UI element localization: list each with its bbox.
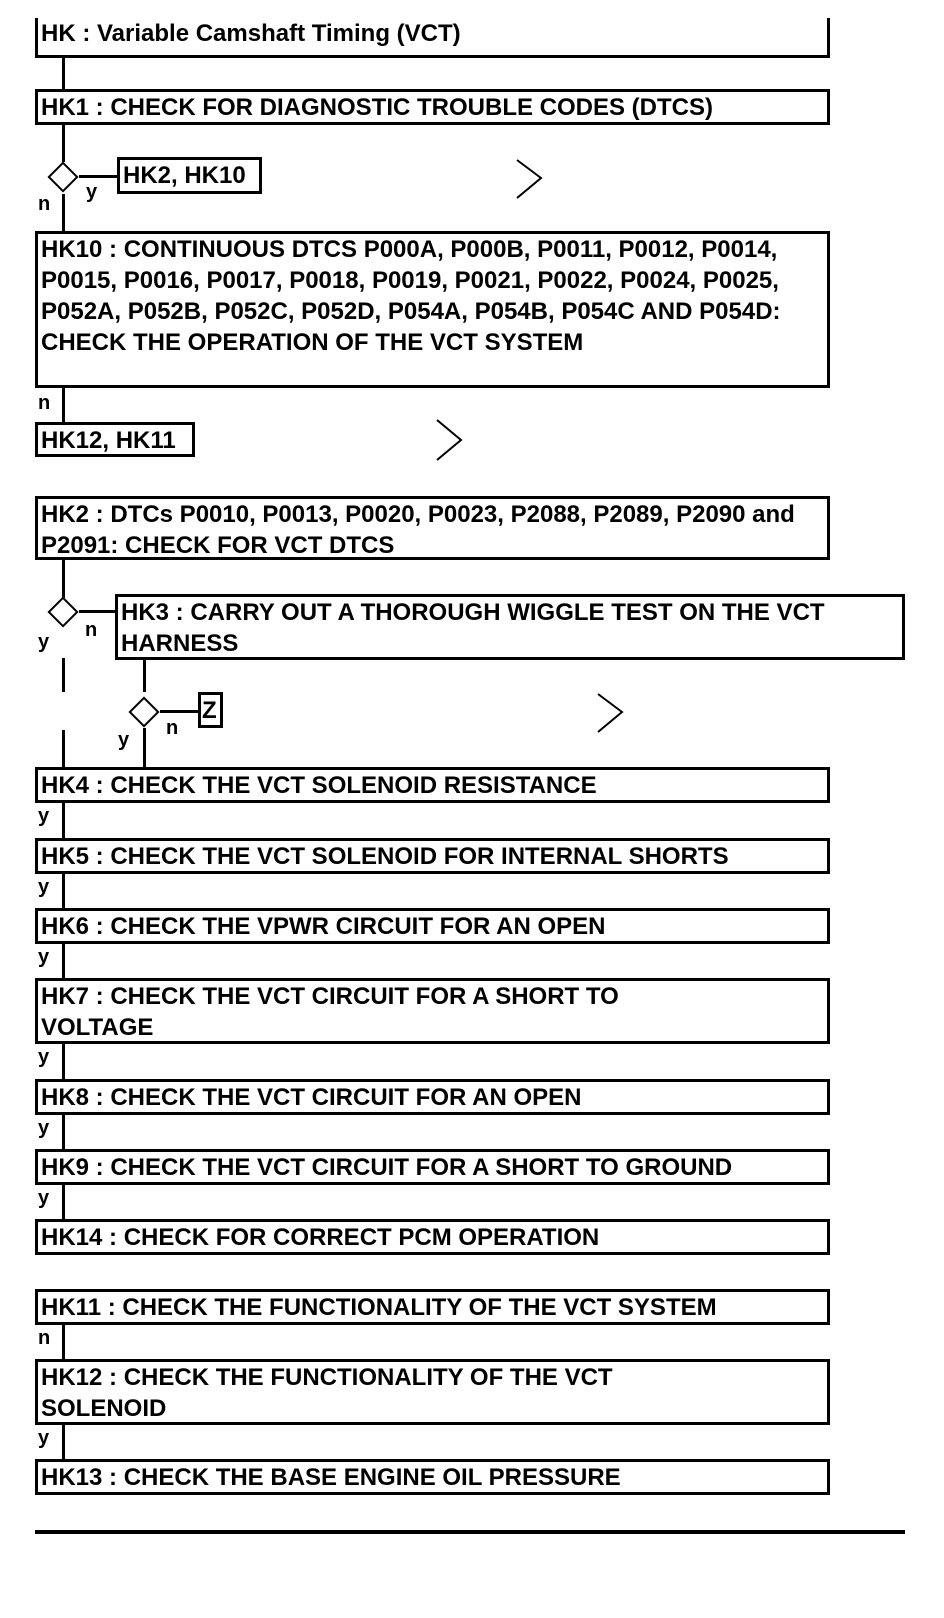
step-hk9-box[interactable]: HK9 : CHECK THE VCT CIRCUIT FOR A SHORT TO GROUND	[35, 1149, 830, 1185]
step-hk13-box[interactable]: HK13 : CHECK THE BASE ENGINE OIL PRESSURE	[35, 1459, 830, 1495]
decision-diamond	[47, 596, 78, 627]
branch-label-no: n	[85, 619, 98, 641]
connector-line	[62, 1115, 65, 1150]
decision-diamond	[47, 161, 78, 192]
connector-line	[62, 1425, 65, 1460]
branch-label-yes: y	[38, 805, 50, 827]
link-box-hk2-hk10[interactable]: HK2, HK10	[117, 157, 262, 194]
connector-line	[62, 1185, 65, 1220]
connector-line	[160, 710, 200, 713]
step-hk14-box[interactable]: HK14 : CHECK FOR CORRECT PCM OPERATION	[35, 1219, 830, 1255]
branch-label-no: n	[166, 717, 179, 739]
step-hk11-box[interactable]: HK11 : CHECK THE FUNCTIONALITY OF THE VCT SYSTEM	[35, 1289, 830, 1325]
connector-line	[79, 175, 119, 178]
branch-label-yes: y	[118, 729, 130, 751]
step-hk7-box[interactable]: HK7 : CHECK THE VCT CIRCUIT FOR A SHORT TO VOLTAGE	[35, 978, 830, 1044]
connector-line	[79, 610, 117, 613]
step-hk12-box[interactable]: HK12 : CHECK THE FUNCTIONALITY OF THE VCT SOLENOID	[35, 1359, 830, 1425]
step-hk4-box[interactable]: HK4 : CHECK THE VCT SOLENOID RESISTANCE	[35, 767, 830, 803]
branch-label-no: n	[38, 1327, 51, 1349]
branch-label-yes: y	[38, 1187, 50, 1209]
step-hk3-box[interactable]: HK3 : CARRY OUT A THOROUGH WIGGLE TEST ON THE VCT HARNESS	[115, 594, 905, 660]
branch-label-yes: y	[38, 946, 50, 968]
continuation-chevron-icon	[596, 692, 626, 734]
connector-line	[143, 728, 146, 770]
connector-line	[62, 388, 65, 423]
branch-label-yes: y	[38, 1427, 50, 1449]
connector-line	[62, 1325, 65, 1360]
branch-label-no: n	[38, 392, 51, 414]
connector-line	[62, 58, 65, 90]
step-hk1-box[interactable]: HK1 : CHECK FOR DIAGNOSTIC TROUBLE CODES (DTCS)	[35, 89, 830, 125]
branch-label-yes: y	[86, 181, 98, 203]
link-box-z[interactable]: Z	[198, 692, 223, 728]
connector-line	[62, 194, 65, 232]
connector-line	[62, 944, 65, 979]
connector-line	[62, 1044, 65, 1080]
connector-line	[62, 658, 65, 692]
flowchart-title: HK : Variable Camshaft Timing (VCT)	[35, 18, 830, 58]
connector-line	[62, 560, 65, 598]
branch-label-yes: y	[38, 631, 50, 653]
branch-label-yes: y	[38, 876, 50, 898]
step-hk5-box[interactable]: HK5 : CHECK THE VCT SOLENOID FOR INTERNAL SHORTS	[35, 838, 830, 874]
connector-line	[62, 125, 65, 162]
link-box-hk12-hk11[interactable]: HK12, HK11	[35, 422, 195, 457]
step-hk8-box[interactable]: HK8 : CHECK THE VCT CIRCUIT FOR AN OPEN	[35, 1079, 830, 1115]
branch-label-yes: y	[38, 1117, 50, 1139]
decision-diamond	[128, 696, 159, 727]
step-hk6-box[interactable]: HK6 : CHECK THE VPWR CIRCUIT FOR AN OPEN	[35, 908, 830, 944]
step-hk10-box[interactable]: HK10 : CONTINUOUS DTCS P000A, P000B, P0011, P0012, P0014, P0015, P0016, P0017, P0018, P0019, P0021, P0022, P0024, P0025, P052A, P052B, P052C, P052D, P054A, P054B, P054C AND P054D: CHECK THE OPERATION OF THE VCT SYSTEM	[35, 231, 830, 388]
connector-line	[62, 730, 65, 770]
step-hk2-box[interactable]: HK2 : DTCs P0010, P0013, P0020, P0023, P2088, P2089, P2090 and P2091: CHECK FOR VCT DTCS	[35, 496, 830, 560]
branch-label-yes: y	[38, 1046, 50, 1068]
continuation-chevron-icon	[515, 158, 545, 200]
connector-line	[62, 803, 65, 839]
connector-line	[143, 660, 146, 692]
bottom-divider	[35, 1530, 905, 1534]
continuation-chevron-icon	[435, 418, 465, 462]
connector-line	[62, 874, 65, 909]
branch-label-no: n	[38, 193, 51, 215]
